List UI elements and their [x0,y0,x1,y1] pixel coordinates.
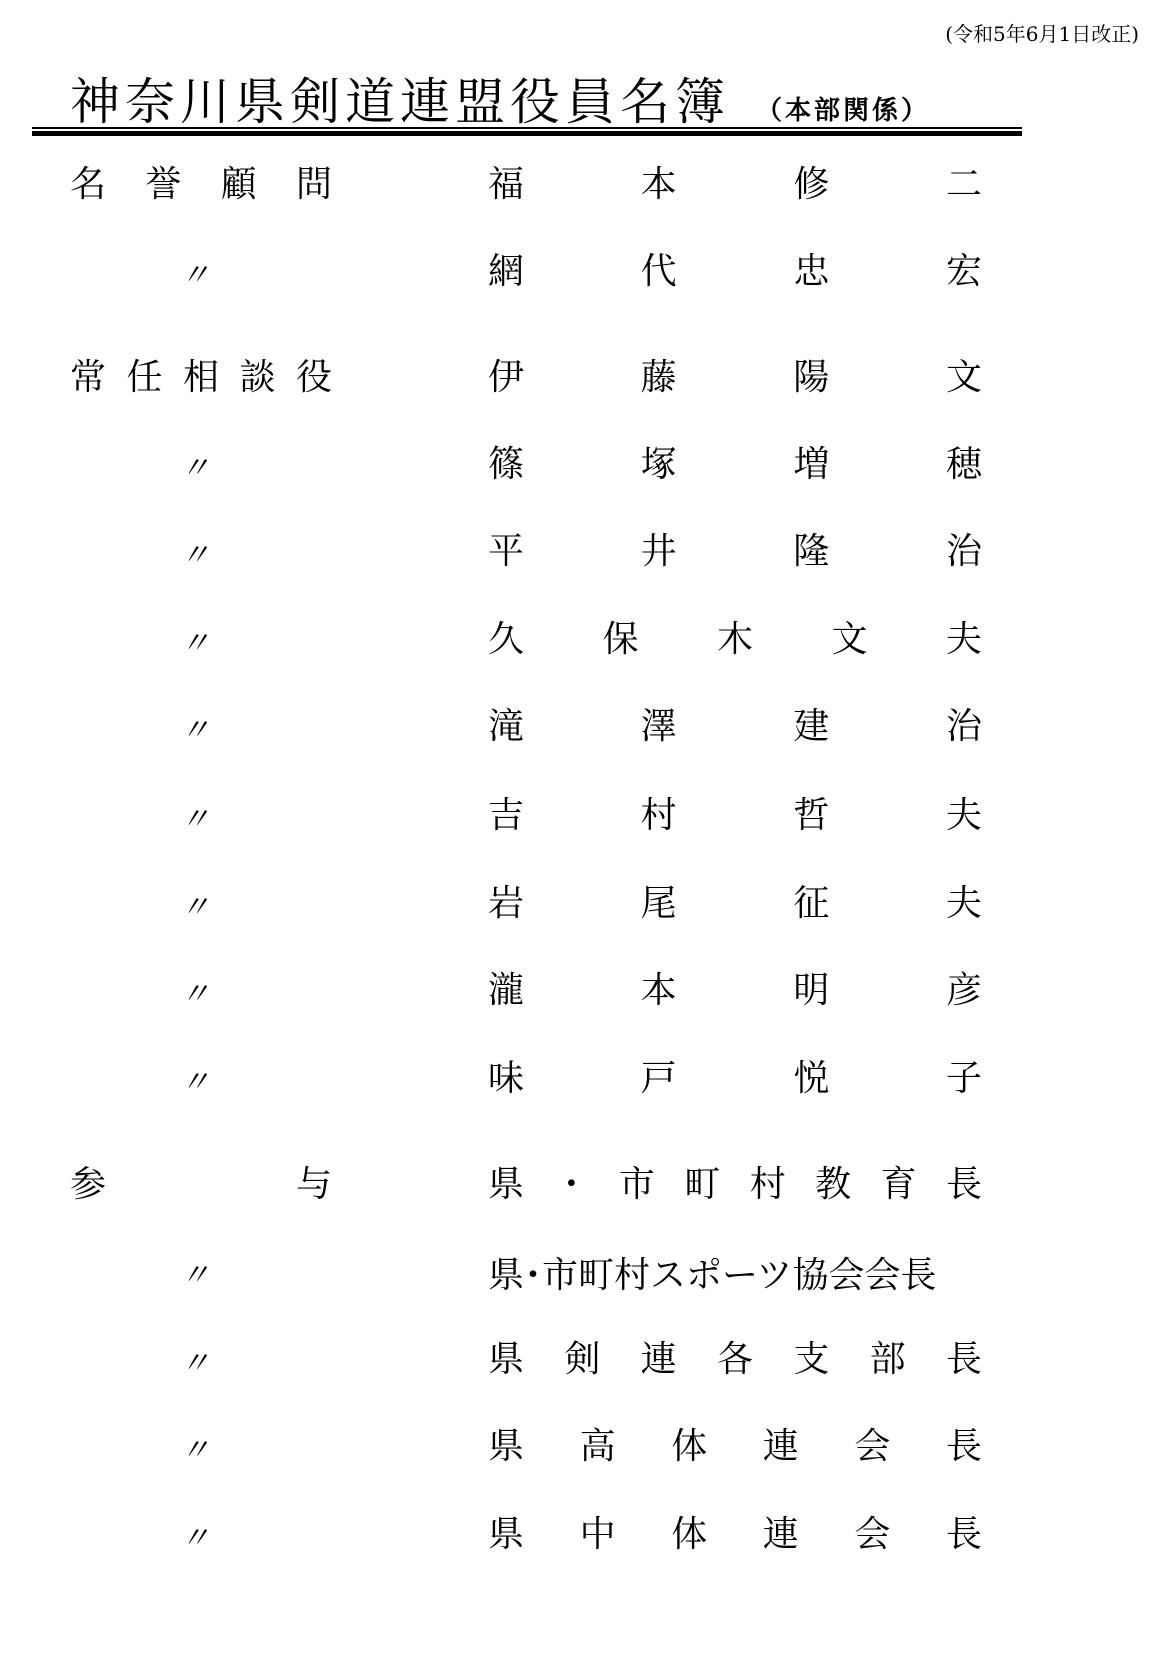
name-char: 瀧 [488,970,525,1011]
roster-row [0,961,1149,1021]
officer-name [488,242,982,302]
ditto-mark: 〃 [180,802,210,837]
name-char: 吉 [488,795,525,836]
name-char: 伊 [488,357,525,398]
name-char: 育 [880,1164,917,1205]
roster-row [0,697,1149,757]
role-title [70,348,332,408]
name-char: 文 [945,357,982,398]
name-char: 各 [716,1339,753,1380]
name-char: 県 [488,1514,525,1555]
name-char: 治 [945,706,982,747]
role-title [70,1155,332,1215]
name-char: 村 [749,1164,786,1205]
role-char: 誉 [145,164,182,205]
name-char: 剣 [564,1339,601,1380]
role-char: 役 [295,357,332,398]
ditto-mark: 〃 [180,451,210,486]
name-char: 長 [945,1339,982,1380]
ditto-mark: 〃 [180,1433,210,1468]
name-char: 市 [618,1164,655,1205]
name-char: 保 [602,619,639,660]
name-char: 増 [793,444,830,485]
ditto-mark: 〃 [180,1258,210,1293]
name-char: 長 [945,1426,982,1467]
name-char: 文 [831,619,868,660]
document-subtitle: （本部関係） [756,96,931,126]
name-char: 治 [945,531,982,572]
roster-row [0,242,1149,302]
name-char: 彦 [945,970,982,1011]
roster-row [0,1417,1149,1477]
name-char: 味 [488,1058,525,1099]
ditto-mark: 〃 [180,1521,210,1556]
name-char: 網 [488,251,525,292]
name-char: ・ [553,1164,590,1205]
name-char: 部 [869,1339,906,1380]
role-char: 談 [239,357,276,398]
officer-name: 県･市町村スポーツ協会会長 [488,1254,937,1296]
title-underline-thick [32,131,1022,136]
name-char: 岩 [488,883,525,924]
name-char: 県 [488,1339,525,1380]
name-char: 久 [488,619,525,660]
ditto-mark: 〃 [180,890,210,925]
name-char: 支 [793,1339,830,1380]
name-char: 井 [640,531,677,572]
name-char: 村 [640,795,677,836]
name-char: 高 [579,1426,616,1467]
ditto-mark: 〃 [180,713,210,748]
roster-row [0,1505,1149,1565]
name-char: 宏 [945,251,982,292]
name-char: 連 [762,1514,799,1555]
role-char: 名 [70,164,107,205]
name-char: 福 [488,164,525,205]
name-char: 澤 [640,706,677,747]
roster-row [0,522,1149,582]
title-block [70,62,930,132]
officer-name [488,961,982,1021]
name-char: 尾 [640,883,677,924]
name-char: 会 [854,1514,891,1555]
name-char: 塚 [640,444,677,485]
name-char: 木 [716,619,753,660]
officer-name [488,697,982,757]
ditto-mark: 〃 [180,538,210,573]
name-char: 県 [488,1426,525,1467]
roster-row [0,1242,1149,1302]
name-char: 穂 [945,444,982,485]
officer-name [488,522,982,582]
role-char: 常 [70,357,107,398]
officer-name [488,1049,982,1109]
officer-name [488,1417,982,1477]
officer-name [488,435,982,495]
roster-row [0,348,1149,408]
name-char: 子 [945,1058,982,1099]
name-char: 町 [684,1164,721,1205]
name-char: 篠 [488,444,525,485]
roster-row [0,1049,1149,1109]
name-char: 征 [793,883,830,924]
officer-name [488,610,982,670]
name-char: 藤 [640,357,677,398]
roster-row [0,155,1149,215]
ditto-mark: 〃 [180,258,210,293]
name-char: 教 [815,1164,852,1205]
name-char: 悦 [793,1058,830,1099]
name-char: 哲 [793,795,830,836]
ditto-mark: 〃 [180,626,210,661]
roster-row [0,874,1149,934]
document-title: 神奈川県剣道連盟役員名簿 [70,73,730,131]
name-char: 忠 [793,251,830,292]
name-char: 代 [640,251,677,292]
role-title [70,155,332,215]
officer-name [488,1155,982,1215]
role-char: 相 [182,357,219,398]
name-char: 夫 [945,795,982,836]
name-char: 陽 [793,357,830,398]
name-char: 戸 [640,1058,677,1099]
role-char: 参 [70,1164,107,1205]
name-char: 体 [671,1426,708,1467]
name-char: 県 [488,1164,525,1205]
officer-name [488,1330,982,1390]
name-char: 連 [762,1426,799,1467]
name-char: 建 [793,706,830,747]
name-char: 会 [854,1426,891,1467]
name-char: 長 [945,1514,982,1555]
name-char: 夫 [945,883,982,924]
role-char: 問 [295,164,332,205]
name-char: 体 [671,1514,708,1555]
role-char: 顧 [220,164,257,205]
name-char: 修 [793,164,830,205]
roster-row [0,1330,1149,1390]
name-char: 二 [945,164,982,205]
name-char: 本 [640,970,677,1011]
ditto-mark: 〃 [180,977,210,1012]
name-char: 連 [640,1339,677,1380]
name-char: 夫 [945,619,982,660]
roster-row [0,1155,1149,1215]
role-char: 任 [126,357,163,398]
name-char: 本 [640,164,677,205]
role-char: 与 [295,1164,332,1205]
officer-name [488,874,982,934]
name-char: 中 [579,1514,616,1555]
officer-name [488,348,982,408]
roster-row [0,786,1149,846]
revision-date: (令和5年6月1日改正) [945,22,1139,46]
roster-row [0,610,1149,670]
name-char: 明 [793,970,830,1011]
officer-name [488,1505,982,1565]
officer-name [488,155,982,215]
ditto-mark: 〃 [180,1065,210,1100]
name-char: 隆 [793,531,830,572]
name-char: 平 [488,531,525,572]
name-char: 滝 [488,706,525,747]
ditto-mark: 〃 [180,1346,210,1381]
name-char: 長 [945,1164,982,1205]
officer-name [488,786,982,846]
roster-row [0,435,1149,495]
title-underline-thin [32,127,1022,129]
